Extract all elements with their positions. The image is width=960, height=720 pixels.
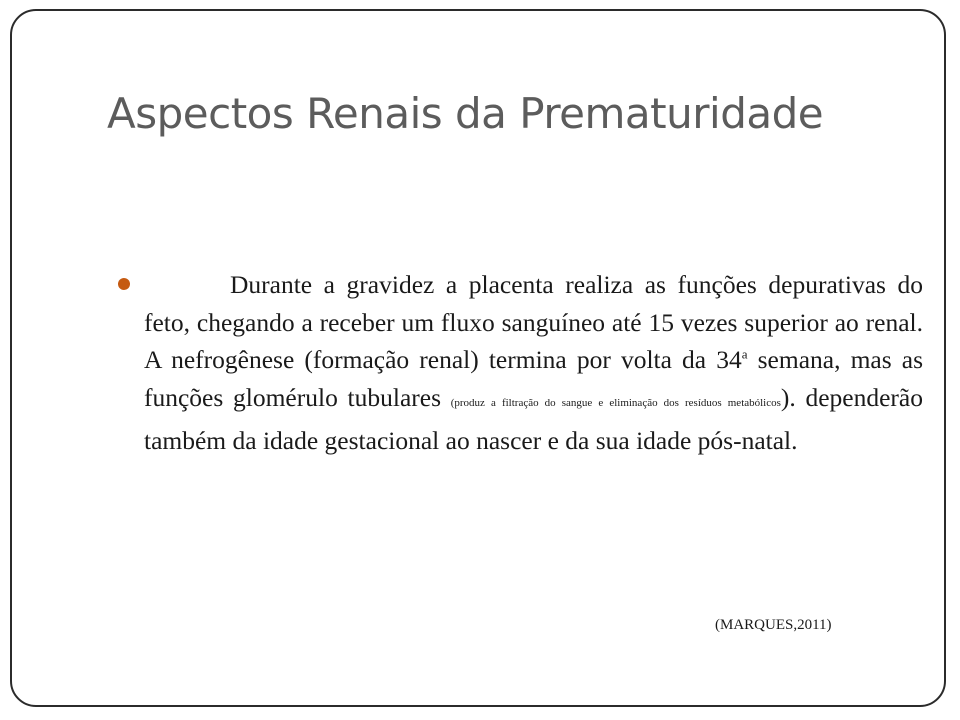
bullet-paragraph	[144, 266, 923, 460]
bullet-list	[118, 266, 923, 460]
bullet-dot-icon	[118, 278, 130, 290]
citation: (MARQUES,2011)	[715, 617, 832, 633]
paragraph-text-part3: ). dependerão também da idade gestacional ao nascer e da sua idade pós-natal.	[144, 382, 923, 455]
slide-title: Aspectos Renais da Prematuridade	[107, 89, 824, 138]
paragraph-text-part2: semana, mas as funções glomérulo tubulares	[144, 345, 924, 412]
parenthetical-note: (produz a filtração do sangue e eliminação dos resíduos metabólicos	[450, 396, 781, 409]
slide-frame	[10, 9, 946, 707]
ordinal-superscript: a	[741, 346, 748, 362]
paragraph-text-part1: Durante a gravidez a placenta realiza as funções depurativas do feto, chegando a receber um fluxo sanguíneo até 15 vezes superior ao renal. A nefrogênese (formação renal) termina por volta da 34	[144, 270, 923, 374]
